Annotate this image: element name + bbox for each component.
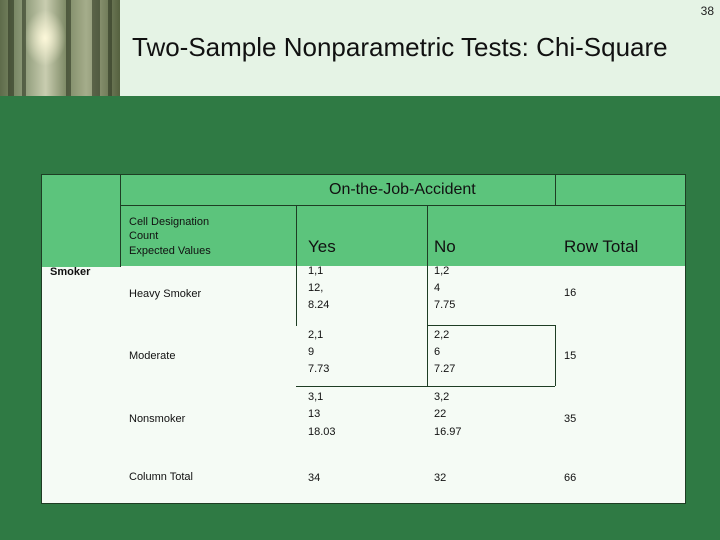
slide-header xyxy=(0,0,720,96)
legend-cell-designation: Cell Designation xyxy=(129,216,210,228)
cell-moderate-yes-count: 9 xyxy=(308,346,315,358)
column-group-label: On-the-Job-Accident xyxy=(329,181,476,198)
cell-heavy-no-expected: 7.75 xyxy=(434,299,456,311)
cell-nonsmoker-no-count: 22 xyxy=(434,408,447,420)
column-header-no: No xyxy=(434,237,456,256)
cell-heavy-yes-expected: 8.24 xyxy=(308,299,330,311)
slide-title: Two-Sample Nonparametric Tests: Chi-Square xyxy=(132,32,668,62)
cell-column-total-yes: 34 xyxy=(308,472,321,484)
cell-moderate-row-total: 15 xyxy=(564,350,577,362)
cell-heavy-yes-designation: 1,1 xyxy=(308,265,324,277)
row-label-column-total: Column Total xyxy=(129,471,193,483)
cell-heavy-yes-count: 12, xyxy=(308,282,324,294)
row-label-moderate: Moderate xyxy=(129,350,176,362)
cell-heavy-row-total: 16 xyxy=(564,287,577,299)
legend-expected-values: Expected Values xyxy=(129,245,211,257)
legend-count: Count xyxy=(129,230,159,242)
cell-nonsmoker-no-designation: 3,2 xyxy=(434,391,450,403)
cell-heavy-no-count: 4 xyxy=(434,282,441,294)
cell-moderate-yes-designation: 2,1 xyxy=(308,329,324,341)
cell-nonsmoker-row-total: 35 xyxy=(564,413,577,425)
cell-nonsmoker-yes-designation: 3,1 xyxy=(308,391,324,403)
forest-photo xyxy=(0,0,120,96)
cell-moderate-no-designation: 2,2 xyxy=(434,329,450,341)
cell-moderate-no-count: 6 xyxy=(434,346,441,358)
cell-nonsmoker-no-expected: 16.97 xyxy=(434,426,462,438)
cell-moderate-no-expected: 7.27 xyxy=(434,363,456,375)
column-header-yes: Yes xyxy=(308,237,336,256)
cell-column-total-no: 32 xyxy=(434,472,447,484)
contingency-table xyxy=(41,174,686,504)
cell-nonsmoker-yes-expected: 18.03 xyxy=(308,426,336,438)
cell-grand-total: 66 xyxy=(564,472,577,484)
row-label-heavy-smoker: Heavy Smoker xyxy=(129,288,202,300)
page-number: 38 xyxy=(700,4,714,18)
row-group-header-cell xyxy=(42,175,121,267)
row-group-label: Smoker xyxy=(50,266,91,278)
column-header-row-total: Row Total xyxy=(564,237,639,256)
row-label-nonsmoker: Nonsmoker xyxy=(129,413,186,425)
cell-nonsmoker-yes-count: 13 xyxy=(308,408,321,420)
cell-heavy-no-designation: 1,2 xyxy=(434,265,450,277)
cell-moderate-yes-expected: 7.73 xyxy=(308,363,330,375)
